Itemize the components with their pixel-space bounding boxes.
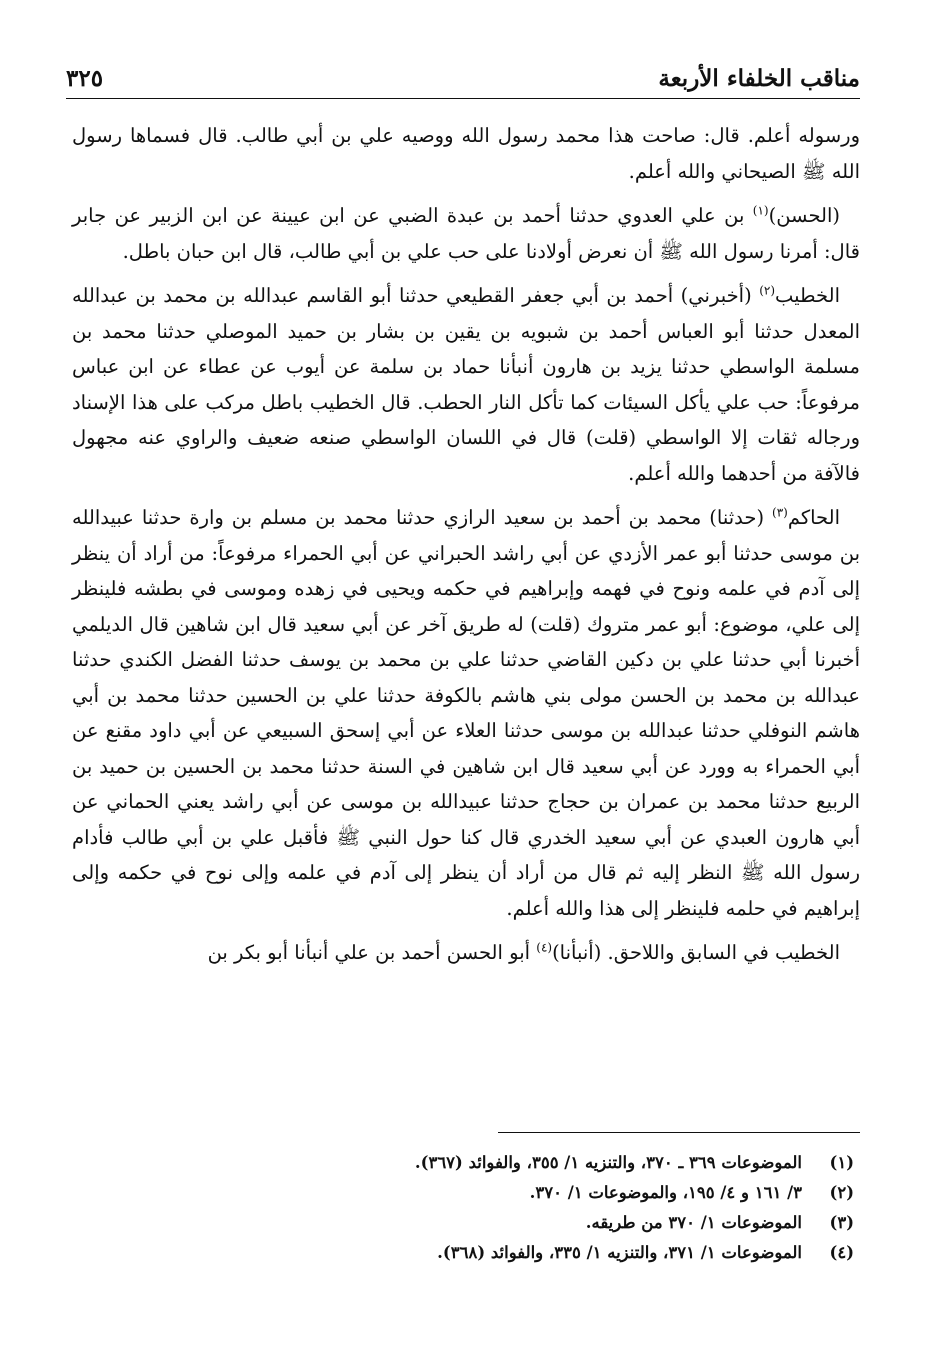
footnote-text: الموضوعات ٣٦٩ ـ ٣٧٠، والتنزيه ١/ ٣٥٥، والفوائد (٣٦٧). <box>414 1153 802 1172</box>
paragraph-lead: الخطيب في السابق واللاحق. (أنبأنا) <box>552 941 840 964</box>
footnote-ref: (٢) <box>759 283 776 298</box>
footnote <box>90 1178 854 1208</box>
paragraph <box>72 278 860 491</box>
paragraph-lead: الحاكم <box>787 506 840 529</box>
paragraph-text: أبو الحسن أحمد بن علي أنبأنا أبو بكر بن <box>207 941 537 964</box>
paragraph-text: (حدثنا) محمد بن أحمد بن سعيد الرازي حدثنا محمد بن مسلم بن وارة حدثنا عبيدالله بن موسى حدثنا أبو عمر الأزدي عن أبي راشد الحبراني عن أبي الحمراء مرفوعاً: من أراد أن ينظر إلى آدم في علمه ونوح في فهمه وإبراهيم في حكمه ويحيى في زهده وموسى في بطشه فلينظر إلى علي، موضوع: أبو عمر متروك (قلت) له طريق آخر عن أبي سعيد قال ابن شاهين قال الديلمي أخبرنا أبي حدثنا علي بن دكين القاضي حدثنا علي بن محمد بن يوسف حدثنا الفضل الكندي حدثنا عبدالله بن محمد بن الحسن مولى بني هاشم بالكوفة حدثنا علي بن الحسين حدثنا محمد بن أبي هاشم النوفلي حدثنا عبدالله بن موسى حدثنا العلاء عن أبي إسحق السبيعي عن أبي داود مقنع عن أبي الحمراء به وورد عن أبي سعيد قال ابن شاهين في السنة حدثنا محمد بن الحسين بن حميد بن الربيع حدثنا محمد بن عمران بن حجاج حدثنا عبيدالله بن موسى عن أبي راشد يعني الحماني عن أبي هارون العبدي عن أبي سعيد الخدري قال كنا حول النبي ﷺ فأقبل علي بن أبي طالب فأدام رسول الله ﷺ النظر إليه ثم قال من أراد أن ينظر إلى آدم في علمه وإلى نوح في حكمه وإلى إبراهيم في حلمه فلينظر إلى هذا والله أعلم. <box>72 506 860 920</box>
paragraph <box>72 118 860 189</box>
footnote-text: الموضوعات ١/ ٣٧٠ من طريقه. <box>585 1213 802 1232</box>
paragraph <box>72 500 860 926</box>
footnote-number: (٤) <box>829 1243 854 1262</box>
footnote <box>90 1238 854 1268</box>
footnote-text: ٣/ ١٦١ و ٤/ ١٩٥، والموضوعات ١/ ٣٧٠. <box>529 1183 802 1202</box>
paragraph <box>72 935 860 971</box>
paragraph-lead: (الحسن) <box>768 204 840 227</box>
footnote-divider <box>498 1132 860 1133</box>
book-title: مناقب الخلفاء الأربعة <box>658 65 860 92</box>
footnote-ref: (١) <box>752 203 769 218</box>
running-header <box>66 54 860 99</box>
footnotes <box>90 1148 854 1268</box>
paragraph-lead: الخطيب <box>775 284 840 307</box>
footnote <box>90 1208 854 1238</box>
paragraph-text: بن علي العدوي حدثنا أحمد بن عبدة الضبي عن ابن عيينة عن ابن الزبير عن جابر قال: أمرنا رسول الله ﷺ أن نعرض أولادنا على حب علي بن أبي طالب، قال ابن حبان باطل. <box>72 204 860 263</box>
footnote-number: (٢) <box>829 1183 854 1202</box>
paragraph-text: ورسوله أعلم. قال: صاحت هذا محمد رسول الله ووصيه علي بن أبي طالب. قال فسماها رسول الله ﷺ الصيحاني والله أعلم. <box>72 124 860 183</box>
footnote <box>90 1148 854 1178</box>
paragraph <box>72 198 860 269</box>
paragraph-text: (أخبرني) أحمد بن أبي جعفر القطيعي حدثنا أبو القاسم عبدالله بن محمد بن عبدالله المعدل حدثنا أبو العباس أحمد بن شبويه بن يقين بن بشار بن حميد الموصلي حدثنا محمد بن مسلمة الواسطي حدثنا يزيد بن هارون أنبأنا حماد بن سلمة عن أيوب عن عطاء عن ابن عباس مرفوعاً: حب علي يأكل السيئات كما تأكل النار الحطب. قال الخطيب باطل مركب على هذا الإسناد ورجاله ثقات إلا الواسطي (قلت) قال في اللسان الواسطي صنعه ضعيف والراوي عنه مجهول فالآفة من أحدهما والله أعلم. <box>72 284 860 485</box>
footnote-number: (١) <box>829 1153 854 1172</box>
footnote-number: (٣) <box>829 1213 854 1232</box>
footnote-ref: (٣) <box>772 505 788 520</box>
main-text <box>72 118 860 980</box>
footnote-text: الموضوعات ١/ ٣٧١، والتنزيه ١/ ٣٣٥، والفوائد (٣٦٨). <box>437 1243 802 1262</box>
footnote-ref: (٤) <box>536 940 553 955</box>
page-number: ٣٢٥ <box>66 65 104 92</box>
